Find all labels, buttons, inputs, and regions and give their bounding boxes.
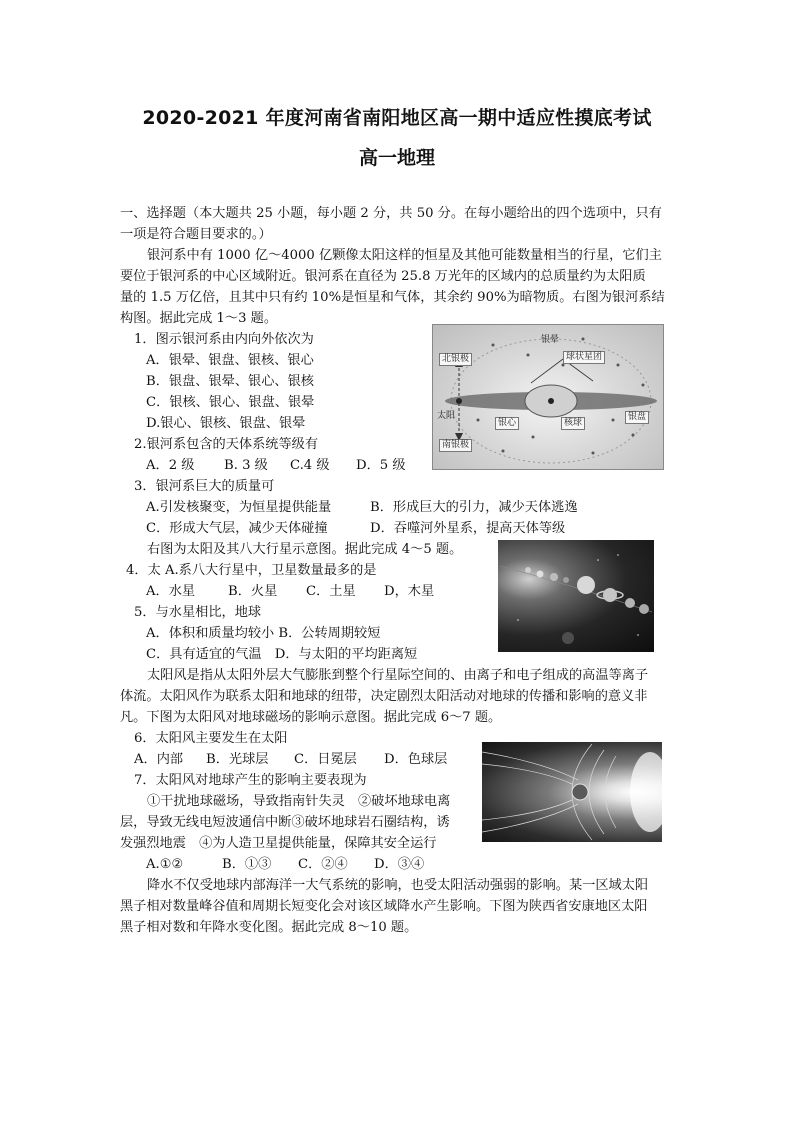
paragraph-precipitation-line1: 降水不仅受地球内部海洋一大气系统的影响，也受太阳活动强弱的影响。某一区域太阳 [147, 878, 649, 893]
paragraph-solar-wind-line2: 体流。太阳风作为联系太阳和地球的纽带，决定剧烈太阳活动对地球的传播和影响的意义非 [120, 689, 648, 704]
label-galactic-halo: 银晕 [541, 335, 560, 345]
question-4-option-d: D，木星 [384, 584, 435, 599]
question-3-option-c: C．形成大气层，减少天体碰撞 [146, 521, 328, 536]
galaxy-structure-figure [432, 324, 664, 470]
question-4-stem: 4．太 A.系八大行星中，卫星数量最多的是 [126, 563, 377, 578]
question-7-option-d: D．③④ [374, 857, 425, 872]
paragraph-galaxy-line1: 银河系中有 1000 亿～4000 亿颗像太阳这样的恒星及其他可能数量相当的行星，它们主 [147, 248, 662, 263]
paragraph-galaxy-line2: 要位于银河系的中心区域附近。银河系在直径为 25.8 万光年的区域内的总质量约为太阳质 [120, 269, 646, 284]
question-3-option-a: A.引发核聚变，为恒星提供能量 [146, 500, 332, 515]
question-3-option-b: B．形成巨大的引力，减少天体逃逸 [370, 500, 578, 515]
section-instructions-line1: 一、选择题（本大题共 25 小题，每小题 2 分，共 50 分。在每小题给出的四个选项中，只有 [120, 206, 662, 221]
paragraph-precipitation-line3: 黑子相对数和年降水变化图。据此完成 8～10 题。 [120, 920, 418, 935]
question-2-option-d: D．5 级 [356, 458, 406, 473]
question-2-option-a: A．2 级 [146, 458, 195, 473]
question-2-option-c: C.4 级 [290, 458, 330, 473]
label-globular-cluster: 球状星团 [563, 351, 605, 364]
question-1-option-b: B．银盘、银晕、银心、银核 [146, 374, 314, 389]
paragraph-precipitation-line2: 黑子相对数量峰谷值和周期长短变化会对该区域降水产生影响。下图为陕西省安康地区太阳 [120, 899, 648, 914]
question-5-options-line2: C．具有适宜的气温 D．与太阳的平均距离短 [146, 647, 418, 662]
exam-subtitle: 高一地理 [358, 147, 435, 169]
solar-system-figure [498, 540, 654, 652]
question-6-stem: 6．太阳风主要发生在太阳 [134, 731, 288, 746]
solar-system-drawing [498, 540, 654, 652]
question-5-options-line1: A．体积和质量均较小 B．公转周期较短 [146, 626, 381, 641]
question-6-option-d: D．色球层 [384, 752, 448, 767]
question-5-stem: 5．与水星相比，地球 [134, 605, 262, 620]
question-7-statement-line3: 发强烈地震 ④为人造卫星提供能量，保障其安全运行 [120, 836, 437, 851]
label-north-galactic-pole: 北银极 [439, 353, 472, 366]
question-7-statement-line1: ①干扰地球磁场，导致指南针失灵 ②破坏地球电离 [147, 794, 451, 809]
question-4-option-b: B．火星 [228, 584, 278, 599]
question-7-option-c: C．②④ [298, 857, 348, 872]
label-galactic-center: 银心 [495, 417, 519, 430]
paragraph-solar-wind-line3: 凡。下图为太阳风对地球磁场的影响示意图。据此完成 6～7 题。 [120, 710, 502, 725]
question-6-option-c: C．日冕层 [294, 752, 357, 767]
exam-title: 2020-2021 年度河南省南阳地区高一期中适应性摸底考试 [142, 107, 652, 129]
label-galactic-disk: 银盘 [625, 411, 649, 424]
question-7-statement-line2: 层，导致无线电短波通信中断③破坏地球岩石圈结构，诱 [120, 815, 450, 830]
paragraph-solar-wind-line1: 太阳风是指从太阳外层大气膨胀到整个行星际空间的、由离子和电子组成的高温等离子 [147, 668, 649, 683]
question-1-stem: 1．图示银河系由内向外依次为 [134, 332, 314, 347]
paragraph-planets-intro: 右图为太阳及其八大行星示意图。据此完成 4～5 题。 [147, 542, 463, 557]
question-7-option-a: A.①② [146, 857, 184, 872]
question-2-stem: 2.银河系包含的天体系统等级有 [134, 437, 319, 452]
question-4-option-c: C．土星 [306, 584, 356, 599]
question-2-option-b: B. 3 级 [224, 458, 268, 473]
label-sun: 太阳 [437, 411, 456, 421]
question-7-stem: 7．太阳风对地球产生的影响主要表现为 [134, 773, 367, 788]
question-4-option-a: A．水星 [146, 584, 196, 599]
question-6-option-b: B．光球层 [206, 752, 269, 767]
solar-wind-magnetosphere-figure [482, 742, 662, 842]
question-1-option-c: C．银核、银心、银盘、银晕 [146, 395, 315, 410]
question-1-option-a: A．银晕、银盘、银核、银心 [146, 353, 314, 368]
label-south-galactic-pole: 南银极 [439, 439, 472, 452]
solar-wind-drawing [482, 742, 662, 842]
question-1-option-d: D.银心、银核、银盘、银晕 [146, 416, 306, 431]
section-instructions-line2: 一项是符合题目要求的。） [120, 227, 272, 242]
paragraph-galaxy-line4: 构图。据此完成 1～3 题。 [120, 311, 278, 326]
question-3-option-d: D．吞噬河外星系，提高天体等级 [370, 521, 566, 536]
question-3-stem: 3．银河系巨大的质量可 [134, 479, 275, 494]
paragraph-galaxy-line3: 量的 1.5 万亿倍，且其中只有约 10%是恒星和气体，其余约 90%为暗物质。右图为银河系结 [120, 290, 665, 305]
question-6-option-a: A．内部 [134, 752, 184, 767]
question-7-option-b: B．①③ [222, 857, 272, 872]
label-galactic-bulge: 核球 [561, 417, 585, 430]
